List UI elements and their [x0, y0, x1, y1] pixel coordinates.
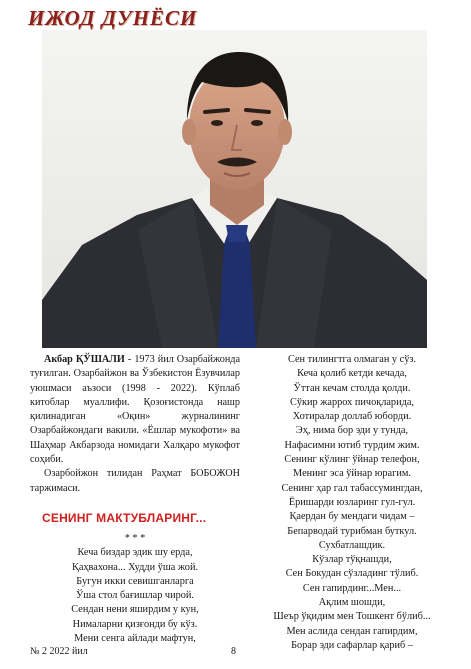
author-bio	[30, 353, 240, 496]
poem-line: Бепарводай турибман буткул.	[287, 525, 417, 537]
poem-line: Менинг эса ўйнар юрагим.	[293, 468, 411, 480]
author-photo	[42, 30, 427, 348]
poem-line: Кеча қолиб кетди кечада,	[297, 368, 407, 380]
page-number: 8	[231, 646, 236, 657]
poem-line: Сен Бокудан сўзладинг тўлиб.	[285, 568, 419, 580]
poem-title: СЕНИНГ МАКТУБЛАРИНГ...	[42, 511, 207, 525]
poem-line: Сенинг кўлинг ўйнар телефон,	[284, 454, 420, 466]
poem-line: Ўттан кечам столда қолди.	[293, 382, 411, 394]
issue-footer: № 2 2022 йил	[30, 646, 88, 657]
poem-line: Ўша стол бағишлар чирой.	[76, 590, 194, 602]
masthead-title: ИЖОД ДУНЁСИ	[28, 6, 198, 30]
poem-line: Сухбатлашдик.	[318, 539, 386, 551]
poem-line: Хотиралар доллаб юборди.	[292, 411, 412, 423]
poem-line: Сўкир жаррох пичоқларида,	[290, 396, 414, 408]
poem-line: Нафасимни ютиб турдим жим.	[284, 439, 420, 451]
poem-line: Сендан нени яширдим у кун,	[71, 604, 199, 616]
poem-line: Нималарни қизғонди бу кўз.	[72, 618, 198, 630]
poem-line: Кўзлар тўқнашди,	[312, 554, 392, 566]
poem-line: Кеча биздар эдик шу ерда,	[77, 547, 193, 559]
translator-note: Озарбойжон тилидан Раҳмат БОБОЖОН таржимаси.	[30, 468, 240, 494]
poem-line: Қаҳвахона... Худди ўша жой.	[71, 561, 199, 573]
poem-separator: * * *	[124, 533, 146, 544]
poem-line: Сен гапирдинг...Мен...	[302, 582, 402, 594]
poem-line: Мен аслида сендан гапирдим,	[286, 625, 418, 637]
poem-line: Қаердан бу мендаги чидам –	[289, 511, 415, 523]
author-portrait-illustration	[42, 30, 427, 348]
poem-line: Шеър ўқидим мен Тошкент бўлиб...	[273, 611, 431, 623]
poem-line: Сенинг ҳар гал табассумингдан,	[281, 482, 423, 494]
masthead-logo	[28, 6, 198, 32]
poem-line: Ёришарди юзларинг гул-гул.	[288, 496, 416, 508]
poem-line: Ақлим шошди,	[318, 597, 386, 609]
bio-text: - 1973 йил Озарбайжонда туғилган. Озарбайжон ва Ўзбекистон Ёзувчилар уюшмаси аъзоси (1998 - 2022). Кўплаб китоблар муаллифи. Қозоғистонда нашр қилинадиган «Оқин» журналининг Озарбайжондаги вакили. «Ёшлар мукофоти» ва Шаҳмар Акбарзода номидаги Халқаро мукофот соҳиби.	[30, 354, 240, 466]
author-name: Акбар ҚЎШАЛИ	[44, 354, 125, 365]
poem-line: Борар эди сафарлар қариб –	[291, 639, 413, 651]
poem-column-left	[30, 532, 240, 646]
poem-line: Эҳ, нима бор эди у тунда,	[295, 425, 409, 437]
poem-line: Мени сенга айлади мафтун,	[74, 633, 196, 645]
poem-line: Бугун икки севишганларга	[76, 575, 194, 587]
poem-column-right	[252, 353, 452, 653]
bio-paragraph	[30, 353, 240, 467]
poem-line: Сен тилингтга олмаган у сўз.	[287, 354, 417, 365]
